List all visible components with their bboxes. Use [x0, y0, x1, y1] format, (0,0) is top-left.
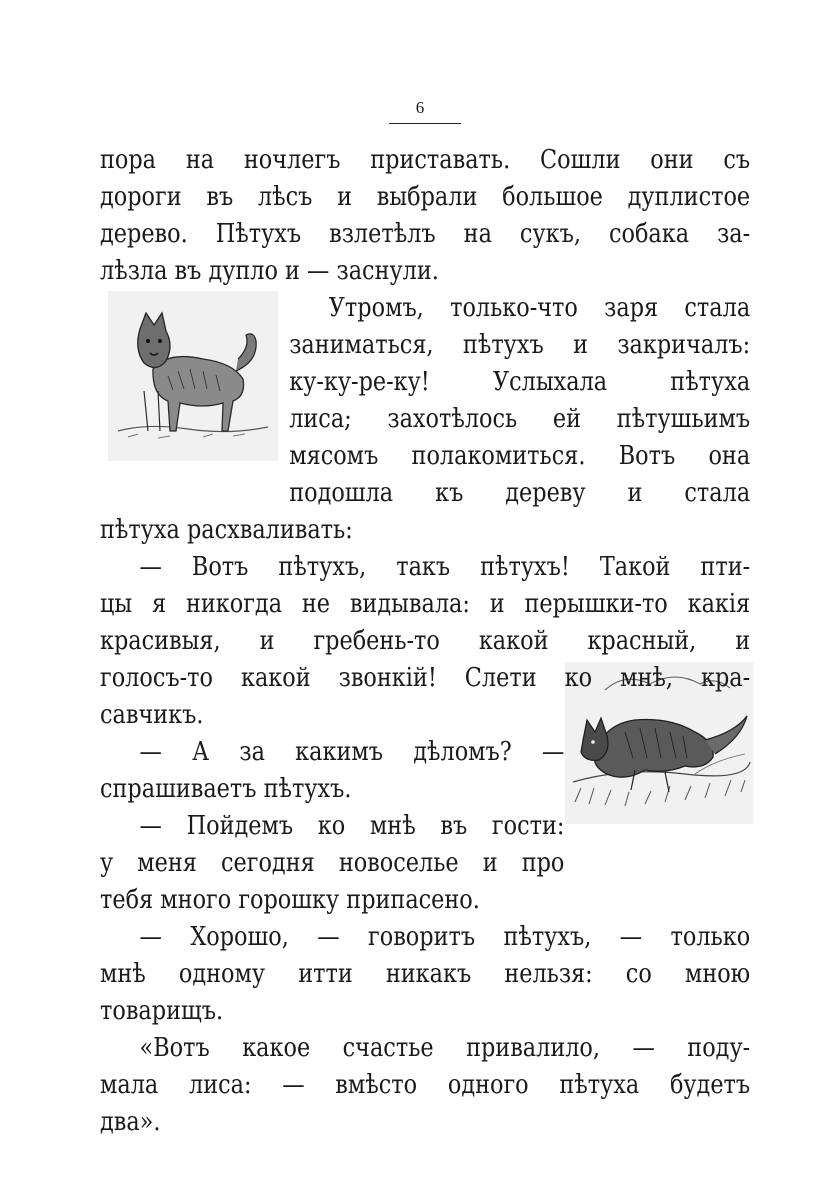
- text-line: мнѣ одному итти никакъ нельзя: со мною: [100, 959, 751, 989]
- text-line: Утромъ, только-что заря стала: [328, 293, 751, 323]
- text-line: подошла къ дереву и стала: [289, 478, 751, 508]
- text-line: дерево. Пѣтухъ взлетѣлъ на сукъ, собака за-: [100, 219, 751, 249]
- text-line: пѣтуха расхваливать:: [100, 515, 353, 545]
- text-line: — А за какимъ дѣломъ? —: [139, 737, 565, 767]
- text-line: лиса; захотѣлось ей пѣтушьимъ: [289, 404, 751, 434]
- text-line: — Вотъ пѣтухъ, такъ пѣтухъ! Такой пти-: [139, 552, 751, 582]
- text-line: мясомъ полакомиться. Вотъ она: [289, 441, 751, 471]
- text-line: пора на ночлегъ приставать. Сошли они съ: [100, 145, 751, 175]
- text-line: савчикъ.: [100, 700, 204, 730]
- text-line: «Вотъ какое счастье привалило, — поду-: [139, 1033, 751, 1063]
- page-number: 6: [415, 98, 425, 117]
- text-line: голосъ-то какой звонкій! Слети ко мнѣ, кра-: [100, 663, 751, 693]
- page-number-rule: [389, 123, 461, 124]
- text-line: заниматься, пѣтухъ и закричалъ:: [289, 330, 751, 360]
- text-line: цы я никогда не видывала: и перышки-то какія: [100, 589, 751, 619]
- text-line: два».: [100, 1107, 161, 1137]
- text-line: тебя много горошку припасено.: [100, 885, 480, 915]
- text-line: товарищъ.: [100, 996, 224, 1026]
- text-line: — Пойдемъ ко мнѣ въ гости:: [139, 811, 565, 841]
- page-text: [100, 142, 751, 1141]
- text-line: мала лиса: — вмѣсто одного пѣтуха будетъ: [100, 1070, 751, 1100]
- text-line: дороги въ лѣсъ и выбрали большое дуплистое: [100, 182, 751, 212]
- text-line: лѣзла въ дупло и — заснули.: [100, 256, 439, 286]
- text-line: ку-ку-ре-ку! Услыхала пѣтуха: [289, 367, 751, 397]
- text-line: спрашиваетъ пѣтухъ.: [100, 774, 352, 804]
- text-line: красивыя, и гребень-то какой красный, и: [100, 626, 751, 656]
- text-line: — Хорошо, — говоритъ пѣтухъ, — только: [139, 922, 751, 952]
- text-line: у меня сегодня новоселье и про: [100, 848, 565, 878]
